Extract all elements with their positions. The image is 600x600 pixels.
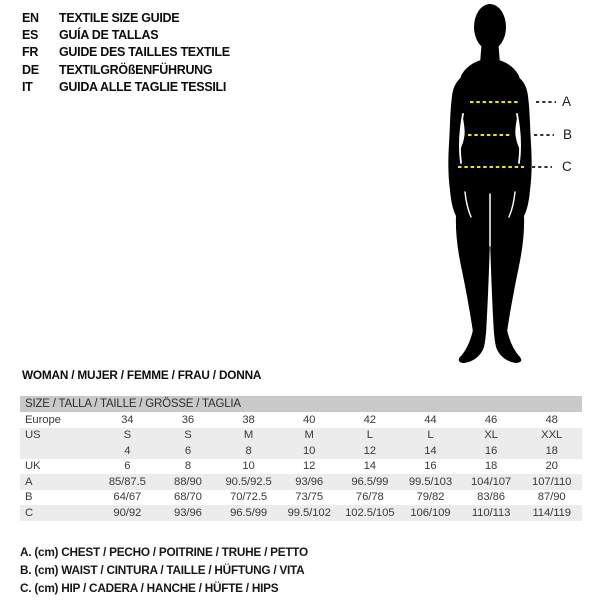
silhouette-right-leg [490,196,524,334]
size-cell: 34 [121,413,134,426]
size-table-body [20,412,582,521]
size-cell: 36 [181,413,195,426]
size-cell: 16 [484,444,498,457]
table-row [20,505,582,521]
size-cell: 20 [545,460,558,473]
size-cell: 6 [124,460,131,473]
size-cell: L [427,429,434,442]
size-cell: 93/96 [174,506,202,519]
lang-code: EN [22,10,39,25]
title-line-it [22,78,230,95]
row-label: UK [25,460,41,473]
table-row [20,412,582,428]
size-cell: 114/119 [532,506,571,519]
size-cell: S [184,429,192,442]
size-cell: L [366,429,373,442]
size-cell: 83/86 [477,491,505,504]
size-cell: 4 [124,444,131,457]
lang-code: ES [22,27,39,42]
size-cell: 46 [484,413,498,426]
size-cell: 8 [245,444,252,457]
title-line-es [22,26,230,43]
lang-code: IT [22,79,33,94]
table-row [20,443,582,459]
legend-hip: C. (cm) HIP / CADERA / HANCHE / HÜFTE / HIPS [20,581,279,595]
measurement-legend [20,543,308,597]
measure-label-b: B [563,127,573,142]
woman-silhouette-figure [420,0,590,370]
size-cell: 99.5/103 [408,475,453,488]
title-line-en [22,9,230,26]
size-cell: 68/70 [174,491,202,504]
lang-code: DE [22,62,39,77]
size-cell: 42 [363,413,376,426]
size-cell: 70/72.5 [230,491,268,504]
table-row [20,428,582,444]
size-cell: 16 [424,460,437,473]
row-label: Europe [25,413,61,426]
size-cell: 18 [484,460,498,473]
silhouette-left-foot [459,330,486,363]
silhouette-right-foot [494,330,521,363]
title-text: GUIDE DES TAILLES TEXTILE [59,45,230,60]
woman-silhouette [448,4,531,363]
size-cell: 18 [545,444,558,457]
size-table [20,396,582,521]
size-table-header: SIZE / TALLA / TAILLE / GRÖSSE / TAGLIA [20,396,582,412]
row-label: A [25,475,33,488]
measure-label-c: C [562,159,572,174]
title-line-fr [22,44,230,61]
size-cell: M [243,429,254,442]
title-line-de [22,61,230,78]
lang-code: FR [22,45,39,60]
silhouette-left-leg [456,196,490,334]
size-cell: 87/90 [537,491,566,504]
size-cell: 102.5/105 [345,506,395,519]
size-cell: 90/92 [113,506,142,519]
legend-chest: A. (cm) CHEST / PECHO / POITRINE / TRUHE / PETTO [20,545,308,559]
size-cell: 96.5/99 [351,475,389,488]
size-cell: 76/78 [355,491,384,504]
measure-label-a: A [562,94,572,109]
size-cell: 88/90 [174,475,202,488]
size-cell: 10 [303,444,316,457]
size-cell: 12 [363,444,376,457]
size-cell: 110/113 [471,506,511,519]
size-cell: XXL [541,429,563,442]
row-label: C [25,506,34,519]
table-row [20,459,582,475]
language-title-block [22,9,230,95]
size-cell: 38 [242,413,255,426]
size-cell: 99.5/102 [287,506,331,519]
size-cell: 96.5/99 [230,506,268,519]
title-text: GUIDA ALLE TAGLIE TESSILI [59,79,227,94]
size-cell: 40 [303,413,316,426]
table-row [20,490,582,506]
size-cell: 73/75 [295,491,324,504]
size-cell: XL [484,429,498,442]
callout-lines [532,102,556,167]
size-cell: 14 [363,460,376,473]
size-cell: 79/82 [416,491,445,504]
size-cell: 64/67 [113,491,142,504]
row-label: B [25,491,33,504]
size-cell: 12 [303,460,316,473]
size-cell: 107/110 [532,475,572,488]
title-text: TEXTILGRÖßENFÜHRUNG [59,62,213,77]
size-cell: 85/87.5 [108,475,146,488]
size-cell: M [304,429,314,442]
title-text: TEXTILE SIZE GUIDE [59,10,180,25]
table-row [20,474,582,490]
row-label: US [25,429,41,442]
size-cell: 104/107 [470,475,512,488]
size-cell: 10 [242,460,255,473]
size-cell: 8 [184,460,192,473]
legend-waist: B. (cm) WAIST / CINTURA / TAILLE / HÜFTUNG / VITA [20,563,305,577]
size-cell: S [123,429,132,442]
size-cell: 48 [545,413,558,426]
size-cell: 90.5/92.5 [225,475,272,488]
size-cell: 14 [424,444,437,457]
size-cell: 106/109 [410,506,451,519]
size-cell: 6 [184,444,192,457]
title-text: GUÍA DE TALLAS [59,27,159,42]
table-subtitle: WOMAN / MUJER / FEMME / FRAU / DONNA [22,368,262,382]
size-cell: 44 [424,413,437,426]
size-cell: 93/96 [295,475,324,488]
